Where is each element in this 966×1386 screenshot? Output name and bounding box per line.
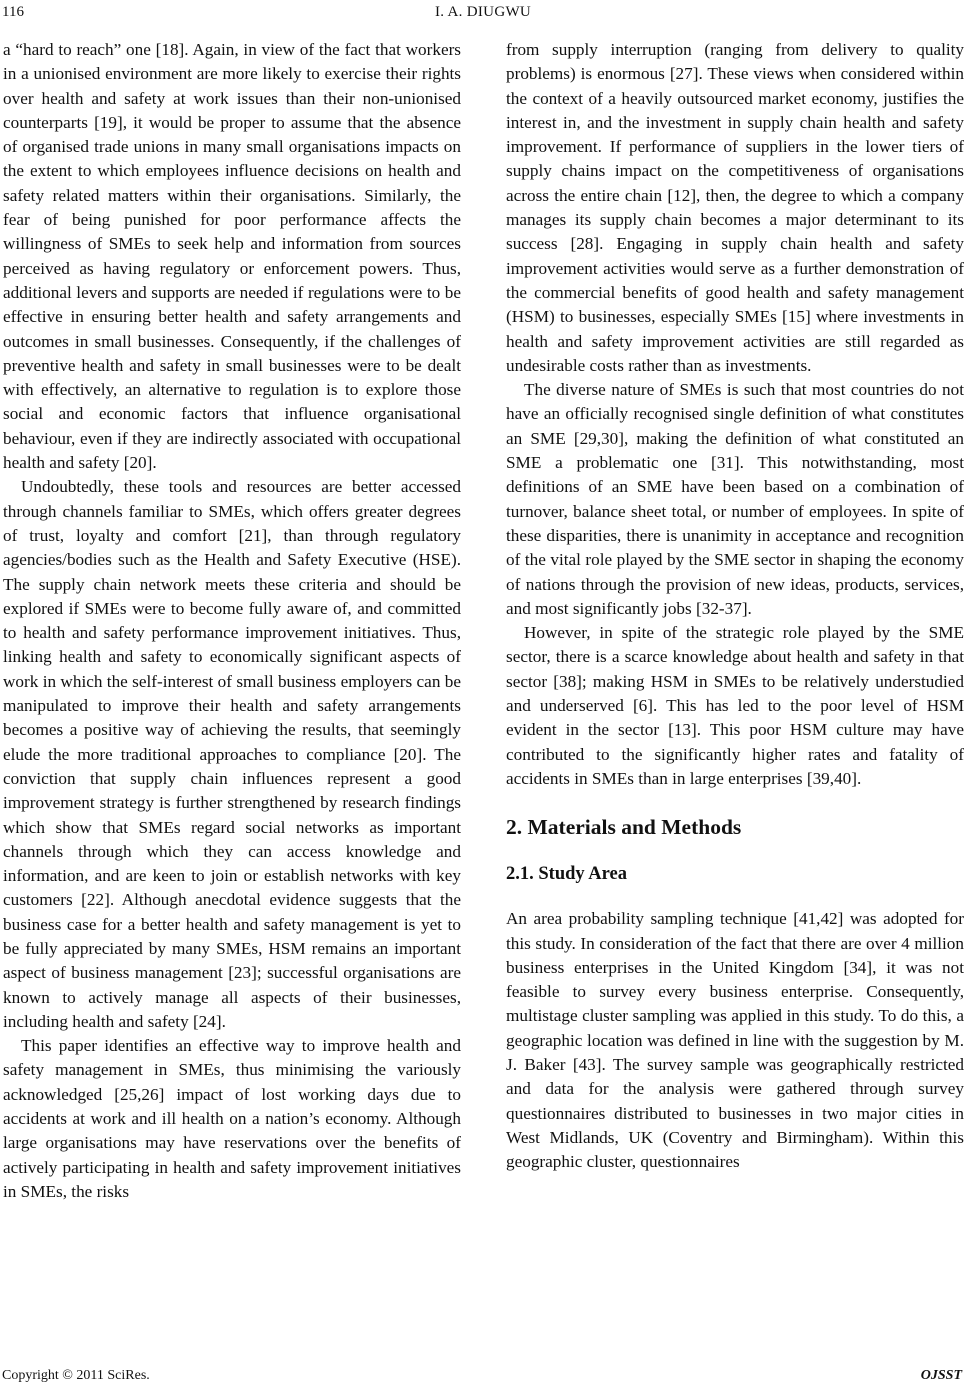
subsection-heading: 2.1. Study Area: [506, 864, 627, 885]
journal-abbreviation: OJSST: [920, 1368, 962, 1383]
left-column: [3, 38, 461, 1204]
right-column: [506, 38, 964, 1174]
body-paragraph: This paper identifies an effective way to improve health and safety management in SMEs, thus minimising the variously acknowledged [25,26] impact of lost working days due to accidents at work and ill health on a nation’s economy. Although large organisations may have reservations over the benefits of actively participating in health and safety improvement initiatives in SMEs, the risks: [3, 1036, 461, 1201]
body-paragraph: However, in spite of the strategic role played by the SME sector, there is a scarce knowledge about health and safety in that sector [38]; making HSM in SMEs to be relatively understudied and underserved [6]. This has led to the poor level of HSM evident in the sector [13]. This poor HSM culture may have contributed to the significantly higher rates and fatality of accidents in SMEs than in large enterprises [39,40].: [506, 623, 964, 788]
page-number: 116: [2, 4, 24, 20]
body-paragraph: Undoubtedly, these tools and resources are better accessed through channels familiar to SMEs, which offers greater degrees of trust, loyalty and comfort [21], than through regulatory agencies/bodies such as the Health and Safety Executive (HSE). The supply chain network meets these criteria and should be explored if SMEs were to become fully aware of, and committed to health and safety performance improvement initiatives. Thus, linking health and safety to economically significant aspects of work in which the self-interest of small business employers can be manipulated to improve their health and safety arrangements becomes a positive way of achieving the results, that seemingly elude the more traditional approaches to compliance [20]. The conviction that supply chain influences represent a good improvement strategy is further strengthened by research findings which show that SMEs regard social networks as important channels through which they can access knowledge and information, and are keen to join or establish networks with key customers [22]. Although anecdotal evidence suggests that the business case for a better health and safety management is yet to be fully appreciated by many SMEs, HSM remains an important aspect of business management [23]; successful organisations are known to actively manage all aspects of their businesses, including health and safety [24].: [3, 477, 461, 1031]
section-heading: 2. Materials and Methods: [506, 815, 742, 840]
body-paragraph: The diverse nature of SMEs is such that most countries do not have an officially recognised single definition of what constitutes an SME [29,30], making the definition of what constituted an SME a problematic one [31]. This notwithstanding, most definitions of an SME have been based on a combination of turnover, balance sheet total, or number of employees. In spite of these disparities, there is unanimity in acceptance and recognition of the vital role played by the SME sector in shaping the economy of nations through the provision of new ideas, products, services, and most significantly jobs [32-37].: [506, 380, 964, 618]
page-footer: [0, 1368, 966, 1386]
body-paragraph: a “hard to reach” one [18]. Again, in view of the fact that workers in a unionised environment are more likely to exercise their rights over health and safety at work issues than their non-unionised counterparts [19], it would be proper to assume that the absence of organised trade unions in many small organisations impacts on the extent to which employees influence decisions on health and safety related matters within their organisations. Similarly, the fear of being punished for poor performance affects the willingness of SMEs to seek help and information from sources perceived as having regulatory or enforcement powers. Thus, additional levers and supports are needed if regulations were to be effective in ensuring better health and safety arrangements and outcomes in small businesses. Consequently, if the challenges of preventive health and safety in small businesses were to be dealt with effectively, an alternative to regulation is to explore those social and economic factors that influence organisational behaviour, even if they are indirectly associated with occupational health and safety [20].: [3, 40, 461, 473]
page-header: [0, 4, 966, 26]
body-paragraph: from supply interruption (ranging from delivery to quality problems) is enormous [27]. These views when considered within the context of a heavily outsourced market economy, justifies the interest in, and the investment in supply chain health and safety improvement. If performance of suppliers in the lower tiers of supply chains impact on the competitiveness of organisations across the entire chain [12], then, the degree to which a company manages its supply chain becomes a major determinant to its success [28]. Engaging in supply chain health and safety improvement activities would serve as a further demonstration of the commercial benefits of good health and safety management (HSM) to businesses, especially SMEs [15] where investments in health and safety improvement activities are still regarded as undesirable costs rather than as investments.: [506, 40, 964, 375]
running-head-author: I. A. DIUGWU: [434, 4, 532, 20]
copyright-notice: Copyright © 2011 SciRes.: [2, 1368, 150, 1383]
body-paragraph: An area probability sampling technique [41,42] was adopted for this study. In consideration of the fact that there are over 4 million business enterprises in the United Kingdom [34], it was not feasible to survey every business enterprise. Consequently, multistage cluster sampling was applied in this study. To do this, a geographic location was defined in line with the suggestion by M. J. Baker [43]. The survey sample was geographically restricted and data for the analysis were gathered through survey questionnaires distributed to businesses in two major cities in West Midlands, UK (Coventry and Birmingham). Within this geographic cluster, questionnaires: [506, 909, 964, 1172]
